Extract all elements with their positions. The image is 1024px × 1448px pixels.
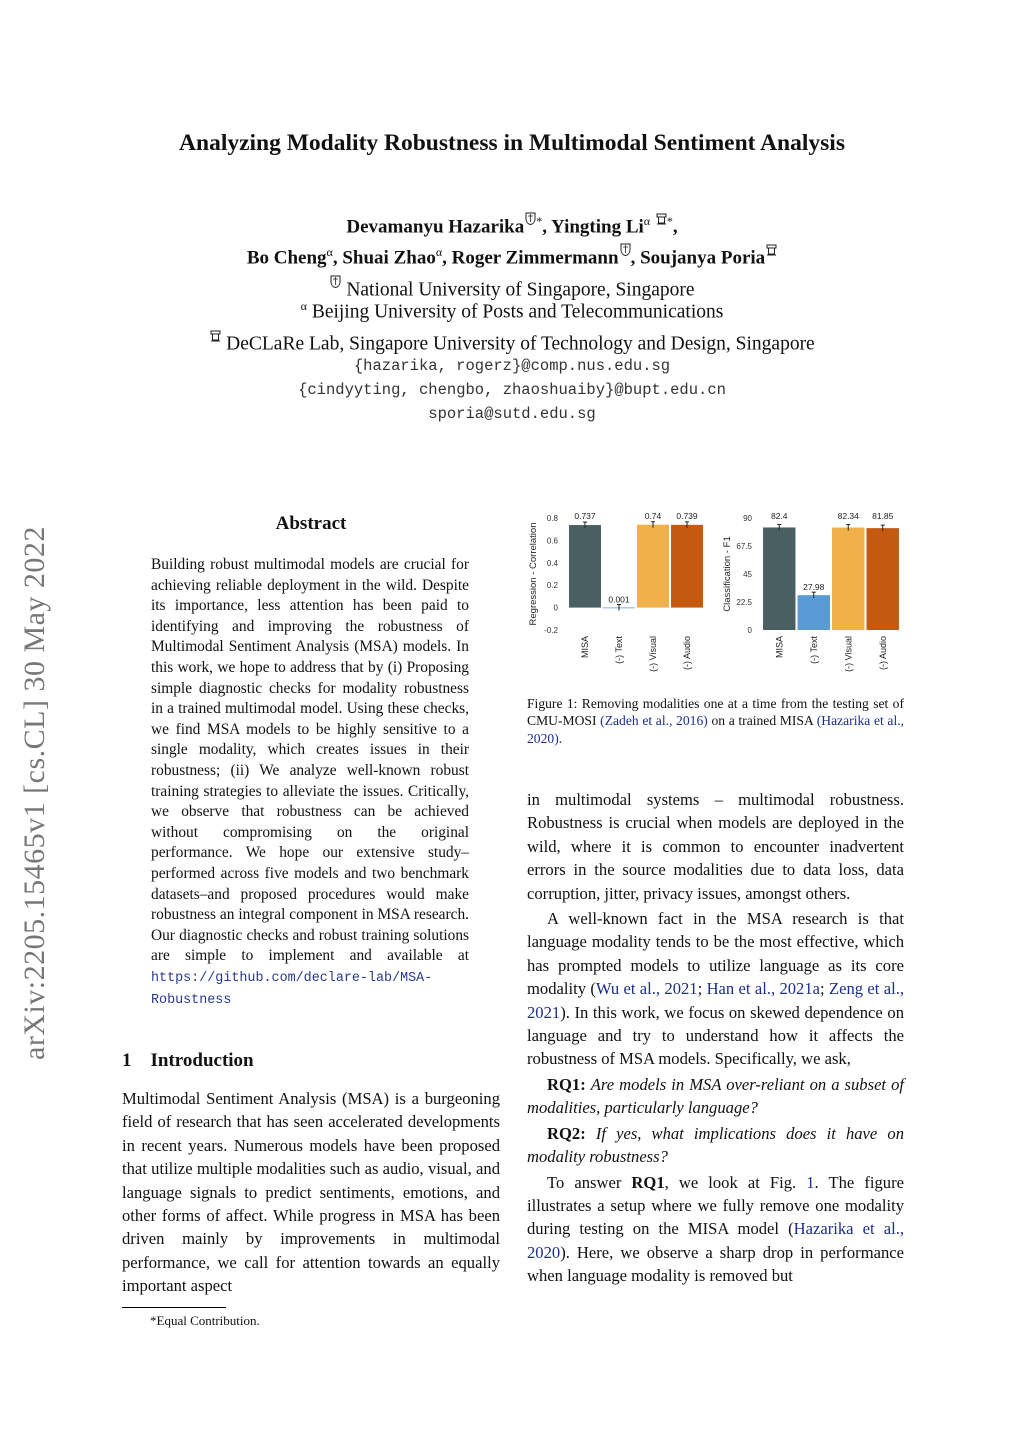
bar [798,595,830,630]
bar [763,527,795,630]
author-line-1: Devamanyu Hazarika *, Yingting $Li^\alpha$ *, [346,214,678,238]
affiliation-3: DeCLaRe Lab, Singapore University of Technology and Design, Singapore [0,329,1024,356]
citation-link[interactable]: Wu et al., 2021 [595,979,698,999]
regression-correlation-chart [522,508,710,680]
declare-lab-icon [766,243,777,256]
bar [832,528,864,630]
paragraph: in multimodal systems – multimodal robustness. Robustness is crucial when models are deployed in the wild, where it is common to encounter inadvertent errors in the source modalities due to data loss, data corruption, jitter, privacy issues, amongst others. [527,790,904,903]
y-tick-label: 45 [743,570,752,579]
classification-f1-chart [716,508,906,680]
category-label: (-) Visual [843,636,854,672]
author-name: Yingting Li [551,216,644,238]
value-label: 0.001 [608,594,630,605]
y-tick-label: 22.5 [736,598,752,607]
category-label: (-) Audio [877,636,888,671]
research-question-1: RQ1: Are models in MSA over-reliant on a subset of modalities, particularly language? [527,1074,904,1118]
affiliation-2: $^\alpha$ Beijing University of Posts and Telecommunications [300,299,724,323]
email-line: sporia@sutd.edu.sg [428,405,596,423]
y-tick-label: 0 [747,626,752,635]
y-tick-label: 0.2 [546,581,558,591]
y-tick-label: 0.4 [546,558,558,568]
author-name: Roger Zimmermann [451,247,619,269]
abstract-body: Building robust multimodal models are crucial for achieving reliable deployment in the wild. Despite its importance, less attention has been paid to identifying and improving the robustness of Multimodal Sentiment Analysis (MSA) models. In this work, we hope to address that by (i) Proposing simple diagnostic checks for modality robustness in a trained multimodal model. Using these checks, we find MSA models to be highly sensitive to a single modality, which creates issues in their robustness; (ii) We analyze well-known robust training strategies to alleviate the issues. Critically, we observe that robustness can be achieved without compromising on the original performance. We hope our extensive study–performed across five models and two benchmark datasets–and proposed procedures would make robustness an integral component in MSA research. Our diagnostic checks and robust training solutions are simple to implement and available at https://github.com/declare-lab/MSA-Robustness [151,556,469,1009]
category-label: (-) Text [808,636,819,664]
paper-title: Analyzing Modality Robustness in Multimodal Sentiment Analysis [179,130,845,156]
y-tick-label: 0 [553,603,558,613]
author-name: Devamanyu Hazarika [346,216,525,238]
abstract-heading: Abstract [275,513,347,534]
category-label: MISA [580,636,590,659]
nus-crest-icon [620,243,631,256]
nus-crest-icon [330,275,341,288]
email-line: {cindyyting, chengbo, zhaoshuaiby}@bupt.edu.cn [298,381,726,399]
category-label: (-) Text [614,636,624,664]
citation-link[interactable]: (Hazarika et al., 2020) [527,713,905,746]
y-tick-label: 90 [743,514,752,523]
value-label: 0.74 [644,511,662,521]
author-line-2: Bo Cheng$^\alpha$, Shuai Zhao$^\alpha$, Roger Zimmermann , Soujanya Poria [0,243,1024,269]
bar [637,525,669,608]
repo-link[interactable]: https://github.com/declare-lab/MSA-Robustness [151,970,433,1009]
affiliation-1: National University of Singapore, Singapore [0,275,1024,302]
research-question-2: RQ2: If yes, what implications does it have on modality robustness? [527,1123,904,1167]
author-name: Soujanya Poria [640,247,766,269]
y-tick-label: -0.2 [544,626,558,635]
citation-link[interactable]: (Zadeh et al., 2016) [600,713,708,729]
bar [867,528,899,630]
figure-ref-link[interactable]: 1 [806,1172,815,1192]
paragraph: To answer RQ1, we look at Fig. 1. The figure illustrates a setup where we fully remove one modality during testing on the MISA model (Hazarika et al., 2020). Here, we observe a sharp drop in performance when language modality is removed but [527,1172,905,1286]
y-axis-label: Classification - F1 [722,536,733,612]
declare-lab-icon [210,329,221,342]
value-label: 27.98 [803,582,825,593]
citation-link[interactable]: Zeng et al., 2021 [527,979,904,1022]
category-label: MISA [774,636,785,659]
intro-paragraph: Multimodal Sentiment Analysis (MSA) is a burgeoning field of research that has seen accelerated developments in recent years. Numerous models have been proposed that utilize multiple modalities such as audio, visual, and language signals to predict sentiments, emotions, and other forms of affect. While progress in MSA has been driven mainly by improvements in multimodal performance, we call for attention towards an equally important aspect [122,1089,500,1296]
value-label: 82.4 [770,511,788,521]
bar [569,525,601,608]
value-label: 81.85 [872,511,894,521]
nus-crest-icon [525,212,536,225]
paragraph: A well-known fact in the MSA research is that language modality tends to be the most effective, which has prompted models to utilize language as its core modality (Wu et al., 2021; Han et al., 2021a; Zeng et al., 2021). In this work, we focus on skewed dependence on language and try to understand how it affects the robustness of MSA models. Specifically, we ask, [527,909,904,1069]
value-label: 82.34 [837,511,859,521]
declare-lab-icon [656,212,667,225]
footnote-rule [122,1307,226,1308]
author-name: Bo Cheng [246,247,327,269]
bar [671,525,703,608]
footnote: *Equal Contribution. [150,1313,260,1328]
arxiv-stamp: arXiv:2205.15465v1 [cs.CL] 30 May 2022 [18,526,51,1060]
value-label: 0.737 [574,511,596,521]
y-axis-label: Regression - Correlation [528,522,539,626]
email-line: {hazarika, rogerz}@comp.nus.edu.sg [353,357,671,375]
y-tick-label: 0.6 [546,536,558,546]
category-label: (-) Visual [648,636,658,672]
y-tick-label: 0.8 [546,514,558,523]
category-label: (-) Audio [682,636,692,671]
citation-link[interactable]: Han et al., 2021a [706,979,821,999]
right-column [527,788,904,1290]
figure-caption: Figure 1: Removing modalities one at a time from the testing set of CMU-MOSI (Zadeh et al., 2016) on a trained MISA (Hazarika et al., 2020). [527,696,905,746]
value-label: 0.739 [676,511,698,521]
author-name: Shuai Zhao [342,247,436,269]
citation-link[interactable]: Hazarika et al., 2020 [527,1219,905,1262]
section-heading: 1 Introduction [122,1050,254,1071]
y-tick-label: 67.5 [736,542,752,551]
